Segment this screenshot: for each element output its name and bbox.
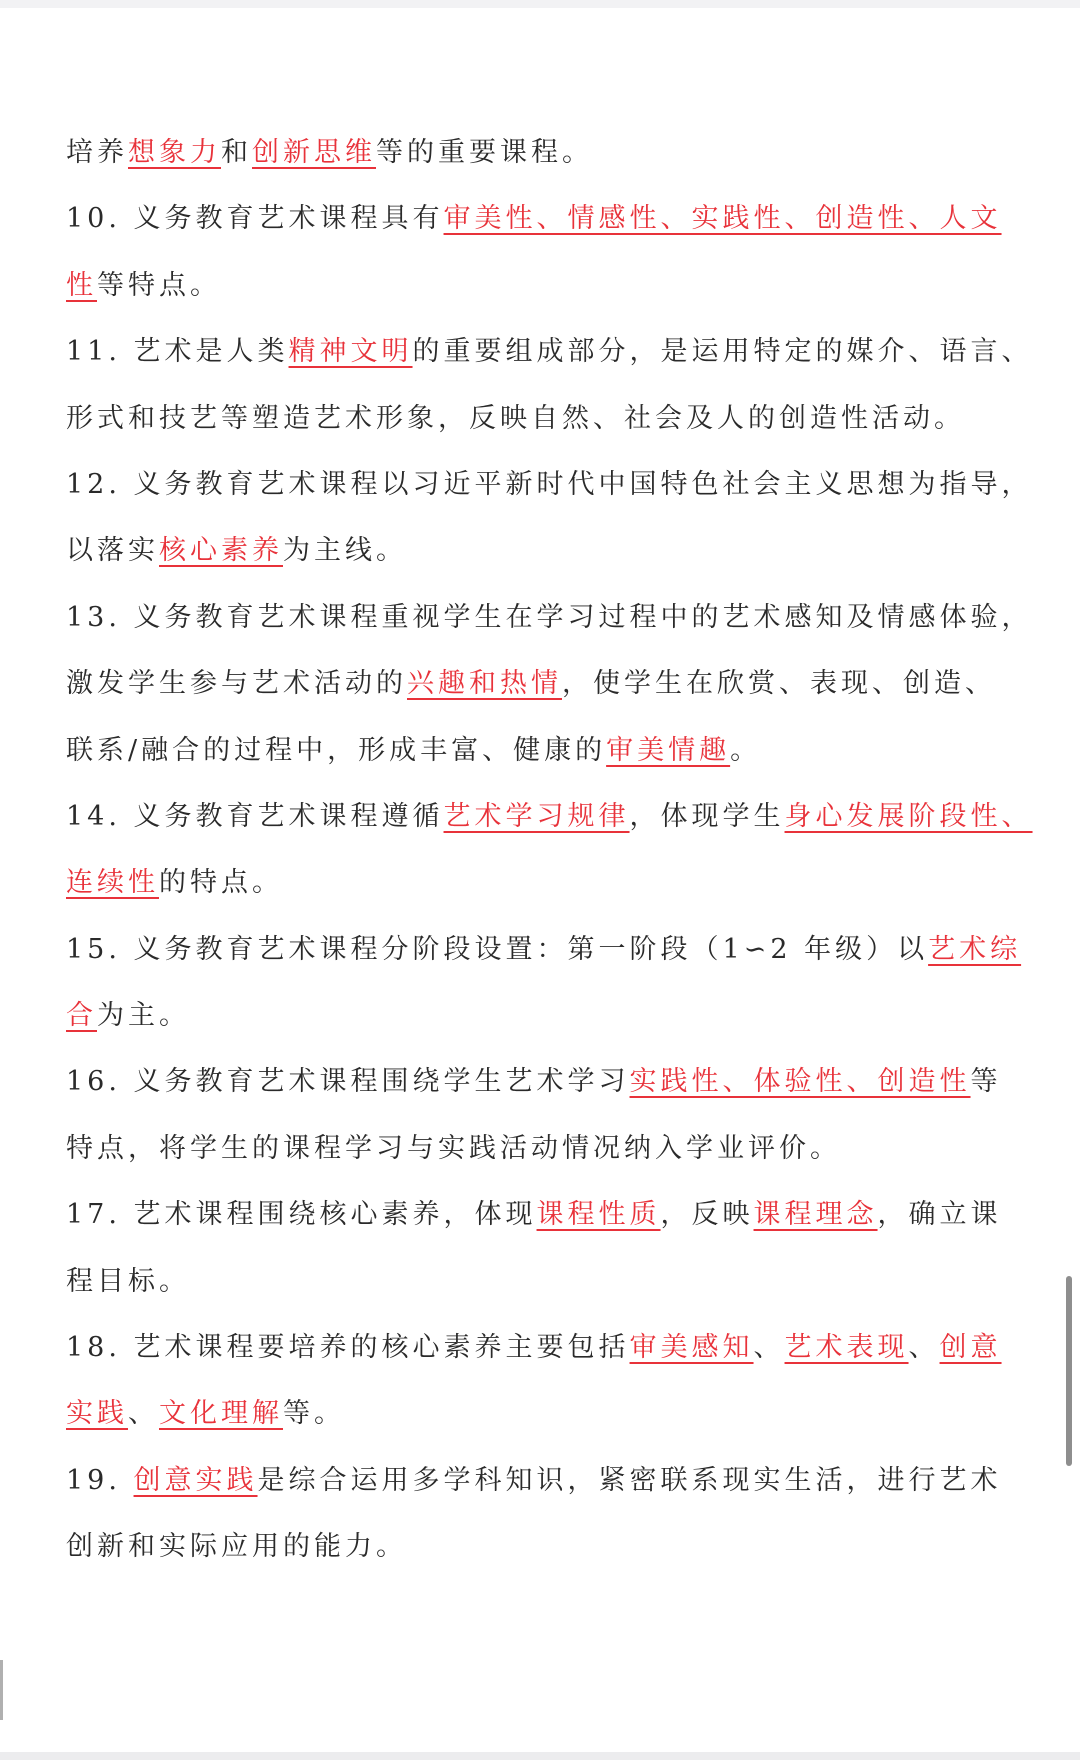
text-segment: 特点，将学生的课程学习与实践活动情况纳入学业评价。 <box>66 1132 841 1164</box>
text-segment: 程目标。 <box>66 1265 190 1297</box>
text-segment: 18. 艺术课程要培养的核心素养主要包括 <box>66 1332 630 1364</box>
text-segment: 14. 义务教育艺术课程遵循 <box>66 800 444 832</box>
text-segment: 培养 <box>66 137 128 168</box>
text-line <box>66 253 956 319</box>
text-segment: 、 <box>908 1332 940 1364</box>
highlighted-answer: 创新思维 <box>252 137 376 168</box>
text-line <box>66 1448 1002 1514</box>
text-line <box>66 319 1033 385</box>
text-segment: 11. 艺术是人类 <box>66 336 289 368</box>
text-segment: 以落实 <box>66 535 159 567</box>
highlighted-answer: 课程性质 <box>536 1199 661 1231</box>
highlighted-answer: 精神文明 <box>288 336 413 368</box>
highlighted-answer: 审美感知 <box>629 1332 754 1364</box>
text-line <box>66 850 956 916</box>
text-segment: 等特点。 <box>97 269 221 301</box>
text-segment: 等。 <box>283 1398 345 1430</box>
text-line <box>66 1315 1002 1381</box>
highlighted-answer: 课程理念 <box>753 1199 878 1231</box>
text-line <box>66 983 956 1049</box>
highlighted-answer: 连续性 <box>66 867 159 899</box>
highlighted-answer: 实践性、体验性、创造性 <box>629 1066 971 1098</box>
text-line <box>66 1381 956 1447</box>
highlighted-answer: 艺术表现 <box>784 1332 909 1364</box>
highlighted-answer: 审美情趣 <box>606 734 731 766</box>
text-line <box>66 452 1033 518</box>
text-line <box>66 1182 1002 1248</box>
highlighted-answer: 创意实践 <box>133 1464 258 1496</box>
text-segment: 12. 义务教育艺术课程以习近平新时代中国特色社会主义思想为指导， <box>66 468 1033 500</box>
text-line <box>66 585 1033 651</box>
text-segment: 19. <box>66 1464 134 1496</box>
highlighted-answer: 核心素养 <box>159 535 283 567</box>
text-segment: ，使学生在欣赏、表现、创造、 <box>562 668 996 700</box>
text-segment: 的重要组成部分，是运用特定的媒介、语言、 <box>412 336 1033 368</box>
text-segment: 创新和实际应用的能力。 <box>66 1531 407 1563</box>
document-content <box>66 120 1033 1581</box>
text-segment: 为主线。 <box>283 535 407 567</box>
text-segment: 10. 义务教育艺术课程具有 <box>66 203 444 235</box>
text-segment: 17. 艺术课程围绕核心素养，体现 <box>66 1199 537 1231</box>
edge-handle[interactable] <box>0 1660 3 1720</box>
highlighted-answer: 性 <box>66 269 97 301</box>
highlighted-answer: 艺术综 <box>928 933 1022 965</box>
text-segment: ，反映 <box>660 1199 754 1231</box>
bottom-edge <box>0 1752 1080 1760</box>
text-segment: 形式和技艺等塑造艺术形象，反映自然、社会及人的创造性活动。 <box>66 402 965 434</box>
text-segment: 。 <box>730 734 762 766</box>
text-segment: 、 <box>753 1332 785 1364</box>
highlighted-answer: 实践 <box>66 1398 128 1430</box>
text-line <box>66 1116 956 1182</box>
text-segment: ，体现学生 <box>629 800 785 832</box>
text-segment: 15. 义务教育艺术课程分阶段设置：第一阶段（1∽2 年级）以 <box>66 933 929 965</box>
text-segment: 的特点。 <box>159 867 283 899</box>
highlighted-answer: 审美性、情感性、实践性、创造性、人文 <box>443 203 1002 235</box>
text-line <box>66 186 1002 252</box>
text-line <box>66 120 956 186</box>
text-line <box>66 917 1022 983</box>
highlighted-answer: 身心发展阶段性、 <box>784 800 1033 832</box>
text-segment: 13. 义务教育艺术课程重视学生在学习过程中的艺术感知及情感体验， <box>66 601 1033 633</box>
highlighted-answer: 创意 <box>939 1332 1002 1364</box>
text-segment: 和 <box>221 137 252 168</box>
text-segment: 等的重要课程。 <box>376 137 593 168</box>
vertical-scrollbar[interactable] <box>1066 1276 1072 1466</box>
text-segment: 联系/融合的过程中，形成丰富、健康的 <box>66 734 607 766</box>
highlighted-answer: 想象力 <box>128 137 221 168</box>
text-line <box>66 518 956 584</box>
text-line <box>66 1249 956 1315</box>
text-segment: 是综合运用多学科知识，紧密联系现实生活，进行艺术 <box>257 1464 1002 1496</box>
text-line <box>66 1049 1002 1115</box>
text-line <box>66 784 1033 850</box>
text-line <box>66 651 996 717</box>
highlighted-answer: 兴趣和热情 <box>407 668 562 700</box>
text-line <box>66 1514 956 1580</box>
text-segment: 、 <box>128 1398 159 1430</box>
text-segment: 激发学生参与艺术活动的 <box>66 668 407 700</box>
text-segment: 16. 义务教育艺术课程围绕学生艺术学习 <box>66 1066 630 1098</box>
text-segment: ，确立课 <box>877 1199 1002 1231</box>
document-page <box>0 8 1080 1752</box>
text-line <box>66 718 956 784</box>
text-line <box>66 386 965 452</box>
text-segment: 等 <box>970 1066 1002 1098</box>
highlighted-answer: 艺术学习规律 <box>443 800 630 832</box>
highlighted-answer: 合 <box>66 1000 97 1032</box>
highlighted-answer: 文化理解 <box>159 1398 283 1430</box>
text-segment: 为主。 <box>97 1000 190 1032</box>
